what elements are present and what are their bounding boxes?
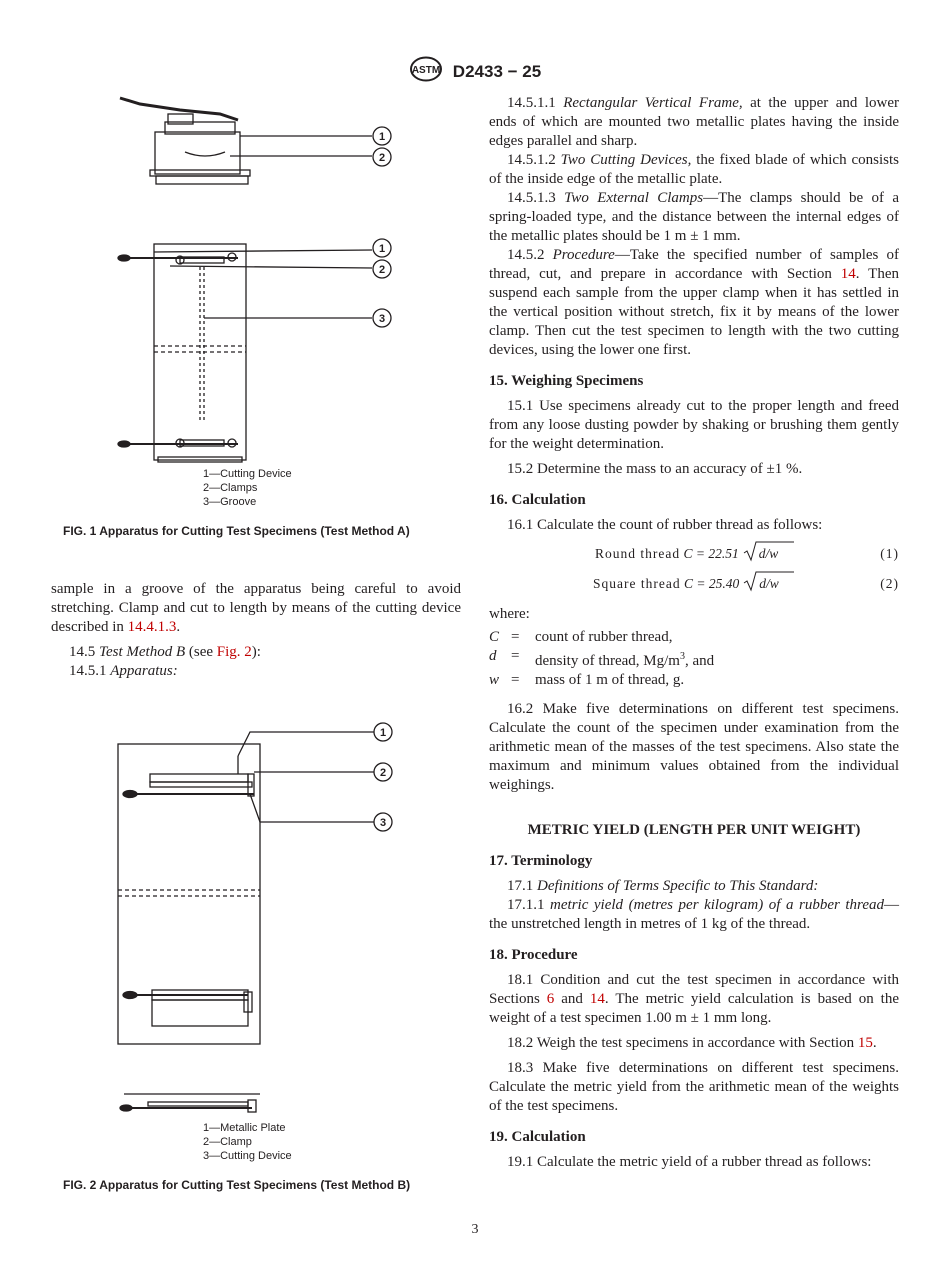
where-label: where: — [489, 606, 530, 622]
legend-item: 1—Cutting Device — [203, 468, 292, 480]
fig1-callout: 1 — [378, 131, 386, 143]
paragraph: 16.1 Calculate the count of rubber thread as follows: — [507, 517, 823, 533]
section-link[interactable]: 15 — [857, 1035, 873, 1051]
definition-row: d = density of thread, $Mg/m^3$, and — [489, 648, 715, 669]
section-link[interactable]: 14 — [840, 266, 856, 282]
page-header — [0, 56, 950, 87]
legend-item: 3—Groove — [203, 496, 257, 508]
legend-item: 3—Cutting Device — [203, 1150, 292, 1162]
section-link[interactable]: 14 — [589, 991, 605, 1007]
definition-row: C = count of rubber thread, — [489, 629, 673, 645]
paragraph: 18.2 Weigh the test specimens in accordance with Section 15. — [507, 1035, 877, 1051]
paragraph: 16.2 Make five determinations on different test specimens. Calculate the count of the specimen under examination from the arithmetic mean of the masses of the test specimens. Also state the maximum and minimum values obtained from the individual weighings. — [489, 701, 899, 793]
fig2-callout: 1 — [379, 727, 387, 739]
section-heading: 16. Calculation — [489, 492, 586, 508]
paragraph: 14.5.2 Procedure—Take the specified number of samples of thread, cut, and prepare in accordance with Section 14. Then suspend each sample from the upper clamp when it has settled in the vertical position without stretch, fix it by means of the lower clamp. Then cut the test specimen to length with the two cutting devices, using the lower one first. — [489, 247, 899, 358]
paragraph: 14.5.1.1 Rectangular Vertical Frame, at the upper and lower ends of which are mounted two metallic plates having the inside edges parallel and sharp. — [489, 95, 900, 149]
section-link[interactable]: 14.4.1.3 — [127, 619, 177, 635]
paragraph: 17.1.1 metric yield (metres per kilogram) of a rubber thread—the unstretched length in metres of 1 kg of the thread. — [489, 897, 899, 932]
page-number: 3 — [471, 1222, 479, 1237]
section-heading: 19. Calculation — [489, 1129, 586, 1145]
figure1-caption: FIG. 1 Apparatus for Cutting Test Specimens (Test Method A) — [63, 524, 410, 538]
paragraph: 18.1 Condition and cut the test specimen in accordance with Sections 6 and 14. The metric yield calculation is based on the weight of a test specimen 1.00 m ± 1 mm long. — [489, 972, 899, 1026]
figure1-legend — [203, 467, 292, 509]
figure2-drawing — [112, 722, 402, 1117]
equation-2: Square thread C = 25.40 d/w (2) — [489, 571, 899, 595]
paragraph: 18.3 Make five determinations on different test specimens. Calculate the metric yield from the arithmetic mean of the weights of the test specimens. — [489, 1060, 899, 1114]
fig2-callout: 3 — [379, 817, 387, 829]
fig1-callout: 1 — [378, 243, 386, 255]
paragraph: 15.1 Use specimens already cut to the proper length and freed from any loose dusting powder by shaking or brushing them gently for the weight determination. — [489, 398, 899, 452]
standard-designation: D2433 − 25 — [452, 61, 542, 81]
paragraph: 14.5.1 Apparatus: — [69, 663, 178, 679]
astm-logo-icon — [409, 56, 443, 87]
section-heading: 18. Procedure — [489, 947, 578, 963]
paragraph: 14.5.1.3 Two External Clamps—The clamps should be of a spring-loaded type, and the distance between the internal edges of the metallic plates should be 1 m ± 1 mm. — [489, 190, 900, 244]
paragraph: 14.5.1.2 Two Cutting Devices, the fixed blade of which consists of the inside edge of the metallic plate. — [489, 152, 899, 187]
section-link[interactable]: 6 — [546, 991, 555, 1007]
part-heading: METRIC YIELD (LENGTH PER UNIT WEIGHT) — [527, 822, 861, 838]
fig1-callout: 3 — [378, 313, 386, 325]
paragraph: 19.1 Calculate the metric yield of a rubber thread as follows: — [507, 1154, 872, 1170]
paragraph: 17.1 Definitions of Terms Specific to This Standard: — [507, 878, 819, 894]
fig1-callout: 2 — [378, 264, 386, 276]
paragraph: sample in a groove of the apparatus being careful to avoid stretching. Clamp and cut to length by means of the cutting device described in 14.4.1.3. — [51, 581, 461, 635]
figure1-drawing — [110, 92, 410, 464]
fig2-callout: 2 — [379, 767, 387, 779]
equation-1: Round thread C = 22.51 d/w (1) — [489, 541, 899, 565]
legend-item: 1—Metallic Plate — [203, 1122, 286, 1134]
legend-item: 2—Clamp — [203, 1136, 252, 1148]
paragraph: 14.5 Test Method B (see Fig. 2): — [69, 644, 261, 660]
svg-text:ASTM: ASTM — [411, 65, 440, 76]
fig1-callout: 2 — [378, 152, 386, 164]
left-column — [51, 580, 461, 681]
figure2-caption: FIG. 2 Apparatus for Cutting Test Specimens (Test Method B) — [63, 1178, 411, 1192]
figure-link[interactable]: Fig. 2 — [216, 644, 252, 660]
section-heading: 17. Terminology — [489, 853, 593, 869]
definition-row: w = mass of 1 m of thread, g. — [489, 672, 685, 688]
figure2-legend — [203, 1121, 292, 1163]
section-heading: 15. Weighing Specimens — [489, 373, 644, 389]
legend-item: 2—Clamps — [203, 482, 258, 494]
variable-definitions — [489, 628, 899, 690]
paragraph: 15.2 Determine the mass to an accuracy of ±1 %. — [507, 461, 803, 477]
right-column — [489, 94, 899, 1172]
